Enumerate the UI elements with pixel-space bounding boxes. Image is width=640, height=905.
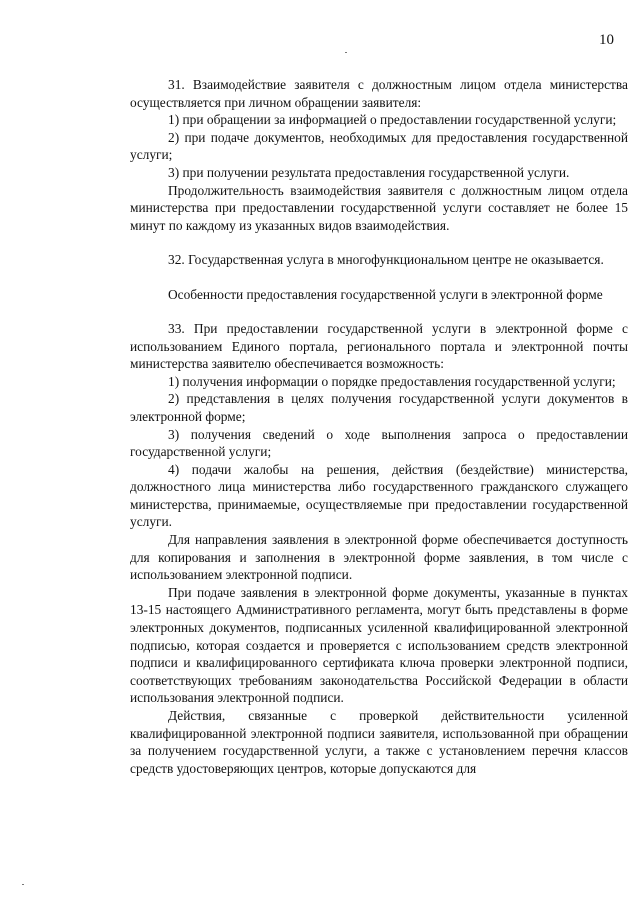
section-heading: Особенности предоставления государственной услуги в электронной форме bbox=[168, 286, 603, 302]
paragraph-actions: Действия, связанные с проверкой действительности усиленной квалифицированной электронной подписи заявителя, использованной при обращении за получением государственной услуги, а также с установлением перечня классов средств удостоверяющих центров, которые допускаются для bbox=[130, 708, 628, 776]
list-item-31-3: 3) при получении результата предоставления государственной услуги. bbox=[168, 164, 570, 180]
paragraph-submission: Для направления заявления в электронной форме обеспечивается доступность для копирования и заполнения в электронной форме заявления, в том числе с использованием электронной подписи. bbox=[130, 532, 628, 583]
list-item-33-4: 4) подачи жалобы на решения, действия (бездействие) министерства, должностного лица министерства либо государственного гражданского служащего министерства, принимаемые, осуществляемые при предоставлении государственной услуги. bbox=[130, 461, 628, 530]
document-body bbox=[130, 76, 628, 777]
list-item-33-3: 3) получения сведений о ходе выполнения запроса о предоставлении государственной услуги; bbox=[130, 426, 628, 460]
list-item-33-2: 2) представления в целях получения государственной услуги документов в электронной форме; bbox=[130, 391, 628, 424]
paragraph-32: 32. Государственная услуга в многофункциональном центре не оказывается. bbox=[168, 252, 604, 268]
scan-speck bbox=[22, 884, 24, 885]
paragraph-documents: При подаче заявления в электронной форме документы, указанные в пунктах 13-15 настоящего Административного регламента, могут быть представлены в форме электронных документов, подписанных усиленной квалифицированной электронной подписью, которая создается и проверяется с использованием средств электронной подписи и квалифицированного сертификата ключа проверки электронной подписи, соответствующих требованиям законодательства Российской Федерации в области использования электронной подписи. bbox=[130, 584, 628, 706]
list-item-31-1: 1) при обращении за информацией о предоставлении государственной услуги; bbox=[168, 112, 617, 128]
list-item-33-1: 1) получения информации о порядке предоставления государственной услуги; bbox=[168, 373, 616, 389]
page-number: 10 bbox=[599, 32, 614, 48]
paragraph-31: 31. Взаимодействие заявителя с должностным лицом отдела министерства осуществляется при личном обращении заявителя: bbox=[130, 77, 628, 110]
list-item-31-2: 2) при подаче документов, необходимых для предоставления государственной услуги; bbox=[130, 129, 628, 163]
paragraph-duration: Продолжительность взаимодействия заявителя с должностным лицом отдела министерства при предоставлении государственной услуги составляет не более 15 минут по каждому из указанных видов взаимодействия. bbox=[130, 182, 628, 233]
scan-speck bbox=[345, 52, 347, 53]
paragraph-33: 33. При предоставлении государственной услуги в электронной форме с использованием Единого портала, регионального портала и электронной почты министерства заявителю обеспечивается возможность: bbox=[130, 320, 628, 372]
